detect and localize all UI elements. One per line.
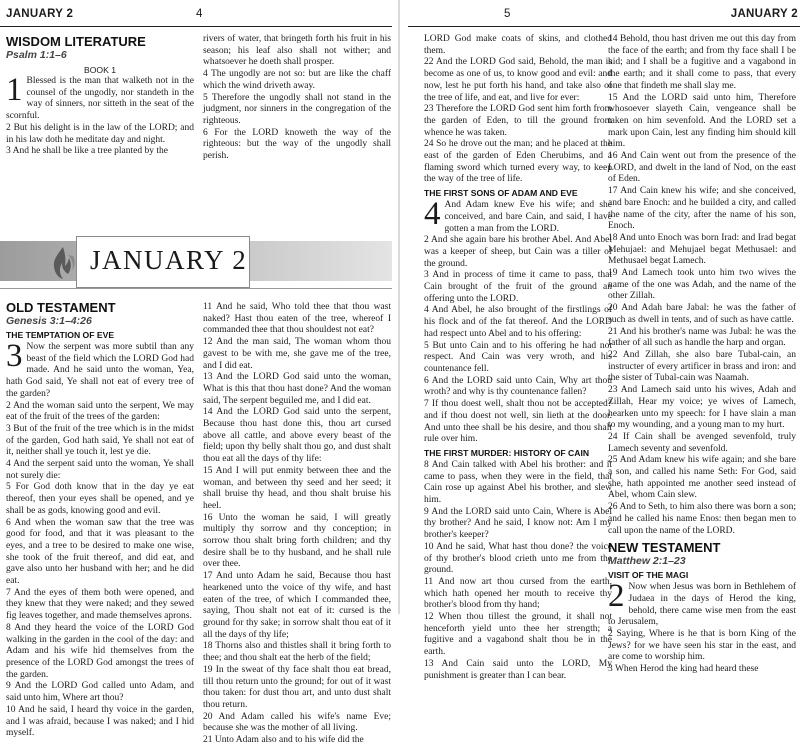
verse-paragraph: 5 But unto Cain and to his offering he had not respect. And Cain was very wroth, and his countenance fell.: [424, 340, 612, 374]
verse-paragraph: 9 And the LORD God called unto Adam, and said unto him, Where art thou?: [6, 681, 194, 704]
verse-paragraph: 20 And Adah bare Jabal: he was the father of such as dwell in tents, and of such as have cattle.: [608, 303, 796, 325]
verse-paragraph: 12 When thou tillest the ground, it shall not henceforth yield unto thee her strength; a fugitive and a vagabond shalt thou be in the earth.: [424, 612, 612, 658]
verse-text: And Adam knew Eve his wife; and she conceived, and bare Cain, and said, I have gotten a man from the LORD.: [444, 200, 612, 234]
drop-cap: 1: [6, 72, 23, 108]
verse-paragraph: 13 And Cain said unto the LORD, My punishment is greater than I can bear.: [424, 658, 612, 681]
verse-paragraph: 7 And the eyes of them both were opened, and they knew that they were naked; and they sewed fig leaves together, and made themselves aprons.: [6, 587, 194, 622]
verse-paragraph: 2 But his delight is in the law of the LORD; and in his law doth he meditate day and night.: [6, 122, 194, 145]
verse-paragraph: 2 And the woman said unto the serpent, We may eat of the fruit of the trees of the garden:: [6, 400, 194, 423]
page-number: 5: [504, 8, 511, 20]
verse-paragraph: [6, 72, 194, 123]
page-left: [0, 0, 392, 746]
verse-paragraph: 3 But of the fruit of the tree which is in the midst of the garden, God hath said, Ye shall not eat of it, neither shall ye touch it, lest ye die.: [6, 423, 194, 458]
verse-paragraph: 14 Behold, thou hast driven me out this day from the face of the earth; and from thy face shall I be hid; and I shall be a fugitive and a vagabond in the earth; and it shall come to pass, that every one that findeth me shall slay me.: [608, 34, 796, 91]
subheading: VISIT OF THE MAGI: [608, 570, 689, 581]
verse-paragraph: 19 In the sweat of thy face shalt thou eat bread, till thou return unto the ground; for out of it wast thou taken: for dust thou art, and unto dust shalt thou return.: [203, 664, 391, 710]
date-banner: [0, 233, 392, 293]
section-reference: Matthew 2:1–23: [608, 555, 686, 568]
banner-title: JANUARY 2: [90, 245, 248, 275]
subheading: THE FIRST SONS OF ADAM AND EVE: [424, 188, 578, 199]
running-head-right: [408, 6, 800, 27]
running-head-label: JANUARY 2: [730, 8, 798, 20]
right-column-2: [608, 34, 796, 676]
drop-cap: 4: [424, 196, 441, 233]
verse-paragraph: 24 If Cain shall be avenged sevenfold, truly Lamech seventy and sevenfold.: [608, 431, 796, 454]
verse-paragraph: 21 Unto Adam also and to his wife did the: [203, 735, 364, 746]
verse-paragraph: 21 And his brother's name was Jubal: he was the father of all such as handle the harp and organ.: [608, 326, 796, 349]
verse-paragraph: 17 And Cain knew his wife; and she conceived, and bare Enoch: and he builded a city, and called the name of the city, after the name of his son, Enoch.: [608, 186, 796, 232]
verse-paragraph: [6, 338, 194, 401]
verse-paragraph: 18 And unto Enoch was born Irad: and Irad begat Mehujael: and Mehujael begat Methusael: and Methusael begat Lamech.: [608, 232, 796, 267]
ot-column-1: [6, 300, 194, 740]
verse-paragraph: 3 When Herod the king had heard these: [608, 664, 759, 675]
verse-paragraph: 4 And the serpent said unto the woman, Ye shall not surely die:: [6, 459, 194, 481]
verse-paragraph: 3 And he shall be like a tree planted by the: [6, 146, 168, 157]
flame-icon: [48, 245, 78, 281]
verse-paragraph: 13 And the LORD God said unto the woman, What is this that thou hast done? And the woman said, The serpent beguiled me, and I did eat.: [203, 372, 391, 406]
verse-paragraph: 15 And I will put enmity between thee and the woman, and between thy seed and her seed; it shall bruise thy head, and thou shalt bruise his heel.: [203, 465, 391, 511]
ot-column-2: [203, 302, 391, 747]
verse-text: Blessed is the man that walketh not in the counsel of the ungodly, nor standeth in the way of sinners, nor sitteth in the seat of the scornful.: [6, 76, 194, 122]
verse-paragraph: 25 And Adam knew his wife again; and she bare a son, and called his name Seth: For God, said she, hath appointed me another seed instead of Abel, whom Cain slew.: [608, 455, 796, 501]
running-head-left: [0, 6, 392, 27]
drop-cap: 3: [6, 338, 23, 374]
verse-text: Now when Jesus was born in Bethlehem of Judaea in the days of Herod the king, behold, there came wise men from the east to Jerusalem,: [608, 582, 796, 628]
verse-text: Now the serpent was more subtil than any beast of the field which the LORD God had made. And he said unto the woman, Yea, hath God said, Ye shall not eat of every tree of the garden?: [6, 342, 194, 399]
verse-paragraph: 8 And they heard the voice of the LORD God walking in the garden in the cool of the day: and Adam and his wife hid themselves from the presence of the LORD God amongst the trees of the garden.: [6, 622, 194, 680]
section-title: OLD TESTAMENT: [6, 300, 116, 315]
verse-paragraph: 18 Thorns also and thistles shall it bring forth to thee; and thou shalt eat the herb of the field;: [203, 641, 391, 664]
verse-paragraph: 11 And now art thou cursed from the earth, which hath opened her mouth to receive thy brother's blood from thy hand;: [424, 576, 612, 611]
section-reference: Genesis 3:1–4:26: [6, 315, 92, 327]
verse-paragraph: 24 So he drove out the man; and he placed at the east of the garden of Eden Cherubims, and a flaming sword which turned every way, to keep the way of the tree of life.: [424, 139, 612, 185]
verse-paragraph: 4 The ungodly are not so: but are like the chaff which the wind driveth away.: [203, 69, 391, 91]
subheading: THE TEMPTATION OF EVE: [6, 330, 115, 340]
verse-paragraph: 3 And in process of time it came to pass, that Cain brought of the fruit of the ground an offering unto the LORD.: [424, 270, 612, 304]
wisdom-column-1: [6, 34, 194, 158]
verse-paragraph: 19 And Lamech took unto him two wives the name of the one was Adah, and the name of the other Zillah.: [608, 268, 796, 302]
verse-paragraph: 23 Therefore the LORD God sent him forth from the garden of Eden, to till the ground from whence he was taken.: [424, 104, 612, 138]
verse-paragraph: 6 And the LORD said unto Cain, Why art thou wroth? and why is thy countenance fallen?: [424, 375, 612, 398]
verse-paragraph: 10 And he said, I heard thy voice in the garden, and I was afraid, because I was naked; and I hid myself.: [6, 704, 194, 739]
section-reference: Psalm 1:1–6: [6, 49, 67, 61]
verse-paragraph: 15 And the LORD said unto him, Therefore whosoever slayeth Cain, vengeance shall be taken on him sevenfold. And the LORD set a mark upon Cain, lest any finding him should kill him.: [608, 92, 796, 150]
verse-paragraph: 6 For the LORD knoweth the way of the righteous: but the way of the ungodly shall perish.: [203, 127, 391, 162]
verse-paragraph: 22 And Zillah, she also bare Tubal-cain, an instructer of every artificer in brass and iron: and the sister of Tubal-cain was Naamah.: [608, 349, 796, 384]
verse-paragraph: 8 And Cain talked with Abel his brother: and it came to pass, when they were in the field, that Cain rose up against Abel his brother, and slew him.: [424, 459, 612, 506]
drop-cap: 2: [608, 578, 625, 615]
verse-paragraph: 26 And to Seth, to him also there was born a son; and he called his name Enos: then began men to call upon the name of the LORD.: [608, 502, 796, 536]
verse-paragraph: 6 And when the woman saw that the tree was good for food, and that it was pleasant to the eyes, and a tree to be desired to make one wise, she took of the fruit thereof, and did eat, and gave also unto her husband with her; and he did eat.: [6, 517, 194, 587]
page-right: [408, 0, 800, 681]
verse-paragraph: 23 And Lamech said unto his wives, Adah and Zillah, Hear my voice; ye wives of Lamech, hearken unto my speech: for I have slain a man to my wounding, and a young man to my hurt.: [608, 385, 796, 431]
book-heading: BOOK 1: [84, 65, 116, 75]
wisdom-column-2: [203, 34, 391, 163]
verse-paragraph: [424, 196, 612, 235]
verse-paragraph: 17 And unto Adam he said, Because thou hast hearkened unto the voice of thy wife, and hast eaten of the tree, of which I commanded thee, saying, Thou shalt not eat of it: cursed is the ground for thy sake; in sorrow shalt thou eat of it all the days of thy life;: [203, 571, 391, 640]
verse-paragraph: 20 And Adam called his wife's name Eve; because she was the mother of all living.: [203, 711, 391, 734]
subheading: THE FIRST MURDER: HISTORY OF CAIN: [424, 447, 590, 458]
verse-paragraph: 5 For God doth know that in the day ye eat thereof, then your eyes shall be opened, and ye shall be as gods, knowing good and evil.: [6, 482, 194, 516]
verse-paragraph: 4 And Abel, he also brought of the firstlings of his flock and of the fat thereof. And the LORD had respect unto Abel and to his offering:: [424, 305, 612, 339]
section-title: WISDOM LITERATURE: [6, 34, 146, 49]
verse-paragraph: 16 Unto the woman he said, I will greatly multiply thy sorrow and thy conception; in sorrow thou shalt bring forth children; and thy desire shall be to thy husband, and he shall rule over thee.: [203, 512, 391, 570]
verse-paragraph: 5 Therefore the ungodly shall not stand in the judgment, nor sinners in the congregation of the righteous.: [203, 92, 391, 126]
verse-paragraph: 10 And he said, What hast thou done? the voice of thy brother's blood crieth unto me from the ground.: [424, 541, 612, 576]
verse-paragraph: 2 Saying, Where is he that is born King of the Jews? for we have seen his star in the east, and are come to worship him.: [608, 629, 796, 663]
verse-paragraph: 16 And Cain went out from the presence of the LORD, and dwelt in the land of Nod, on the east of Eden.: [608, 151, 796, 185]
verse-paragraph: 7 If thou doest well, shalt thou not be accepted? and if thou doest not well, sin lieth at the door. And unto thee shall be his desire, and thou shalt rule over him.: [424, 399, 612, 445]
verse-paragraph: rivers of water, that bringeth forth his fruit in his season; his leaf also shall not wither; and whatsoever he doeth shall prosper.: [203, 34, 391, 68]
book-gutter: [398, 0, 400, 614]
verse-paragraph: LORD God make coats of skins, and clothed them.: [424, 34, 612, 56]
section-title: NEW TESTAMENT: [608, 540, 721, 556]
verse-paragraph: 9 And the LORD said unto Cain, Where is Abel thy brother? And he said, I know not: Am I my brother's keeper?: [424, 506, 612, 541]
running-head-label: JANUARY 2: [6, 8, 74, 20]
verse-paragraph: 12 And the man said, The woman whom thou gavest to be with me, she gave me of the tree, and I did eat.: [203, 337, 391, 371]
verse-paragraph: 14 And the LORD God said unto the serpent, Because thou hast done this, thou art cursed above all cattle, and above every beast of the field; upon thy belly shalt thou go, and dust shalt thou eat all the days of thy life:: [203, 407, 391, 465]
verse-paragraph: 11 And he said, Who told thee that thou wast naked? Hast thou eaten of the tree, whereof I commanded thee that thou shouldest not eat?: [203, 302, 391, 336]
page-number: 4: [196, 8, 203, 20]
banner-divider: [0, 288, 392, 289]
verse-paragraph: 2 And she again bare his brother Abel. And Abel was a keeper of sheep, but Cain was a tiller of the ground.: [424, 235, 612, 269]
right-column-1: [424, 34, 612, 682]
verse-paragraph: [608, 578, 796, 629]
verse-paragraph: 22 And the LORD God said, Behold, the man is become as one of us, to know good and evil: and now, lest he put forth his hand, and take also of the tree of life, and eat, and live for ever:: [424, 57, 612, 103]
